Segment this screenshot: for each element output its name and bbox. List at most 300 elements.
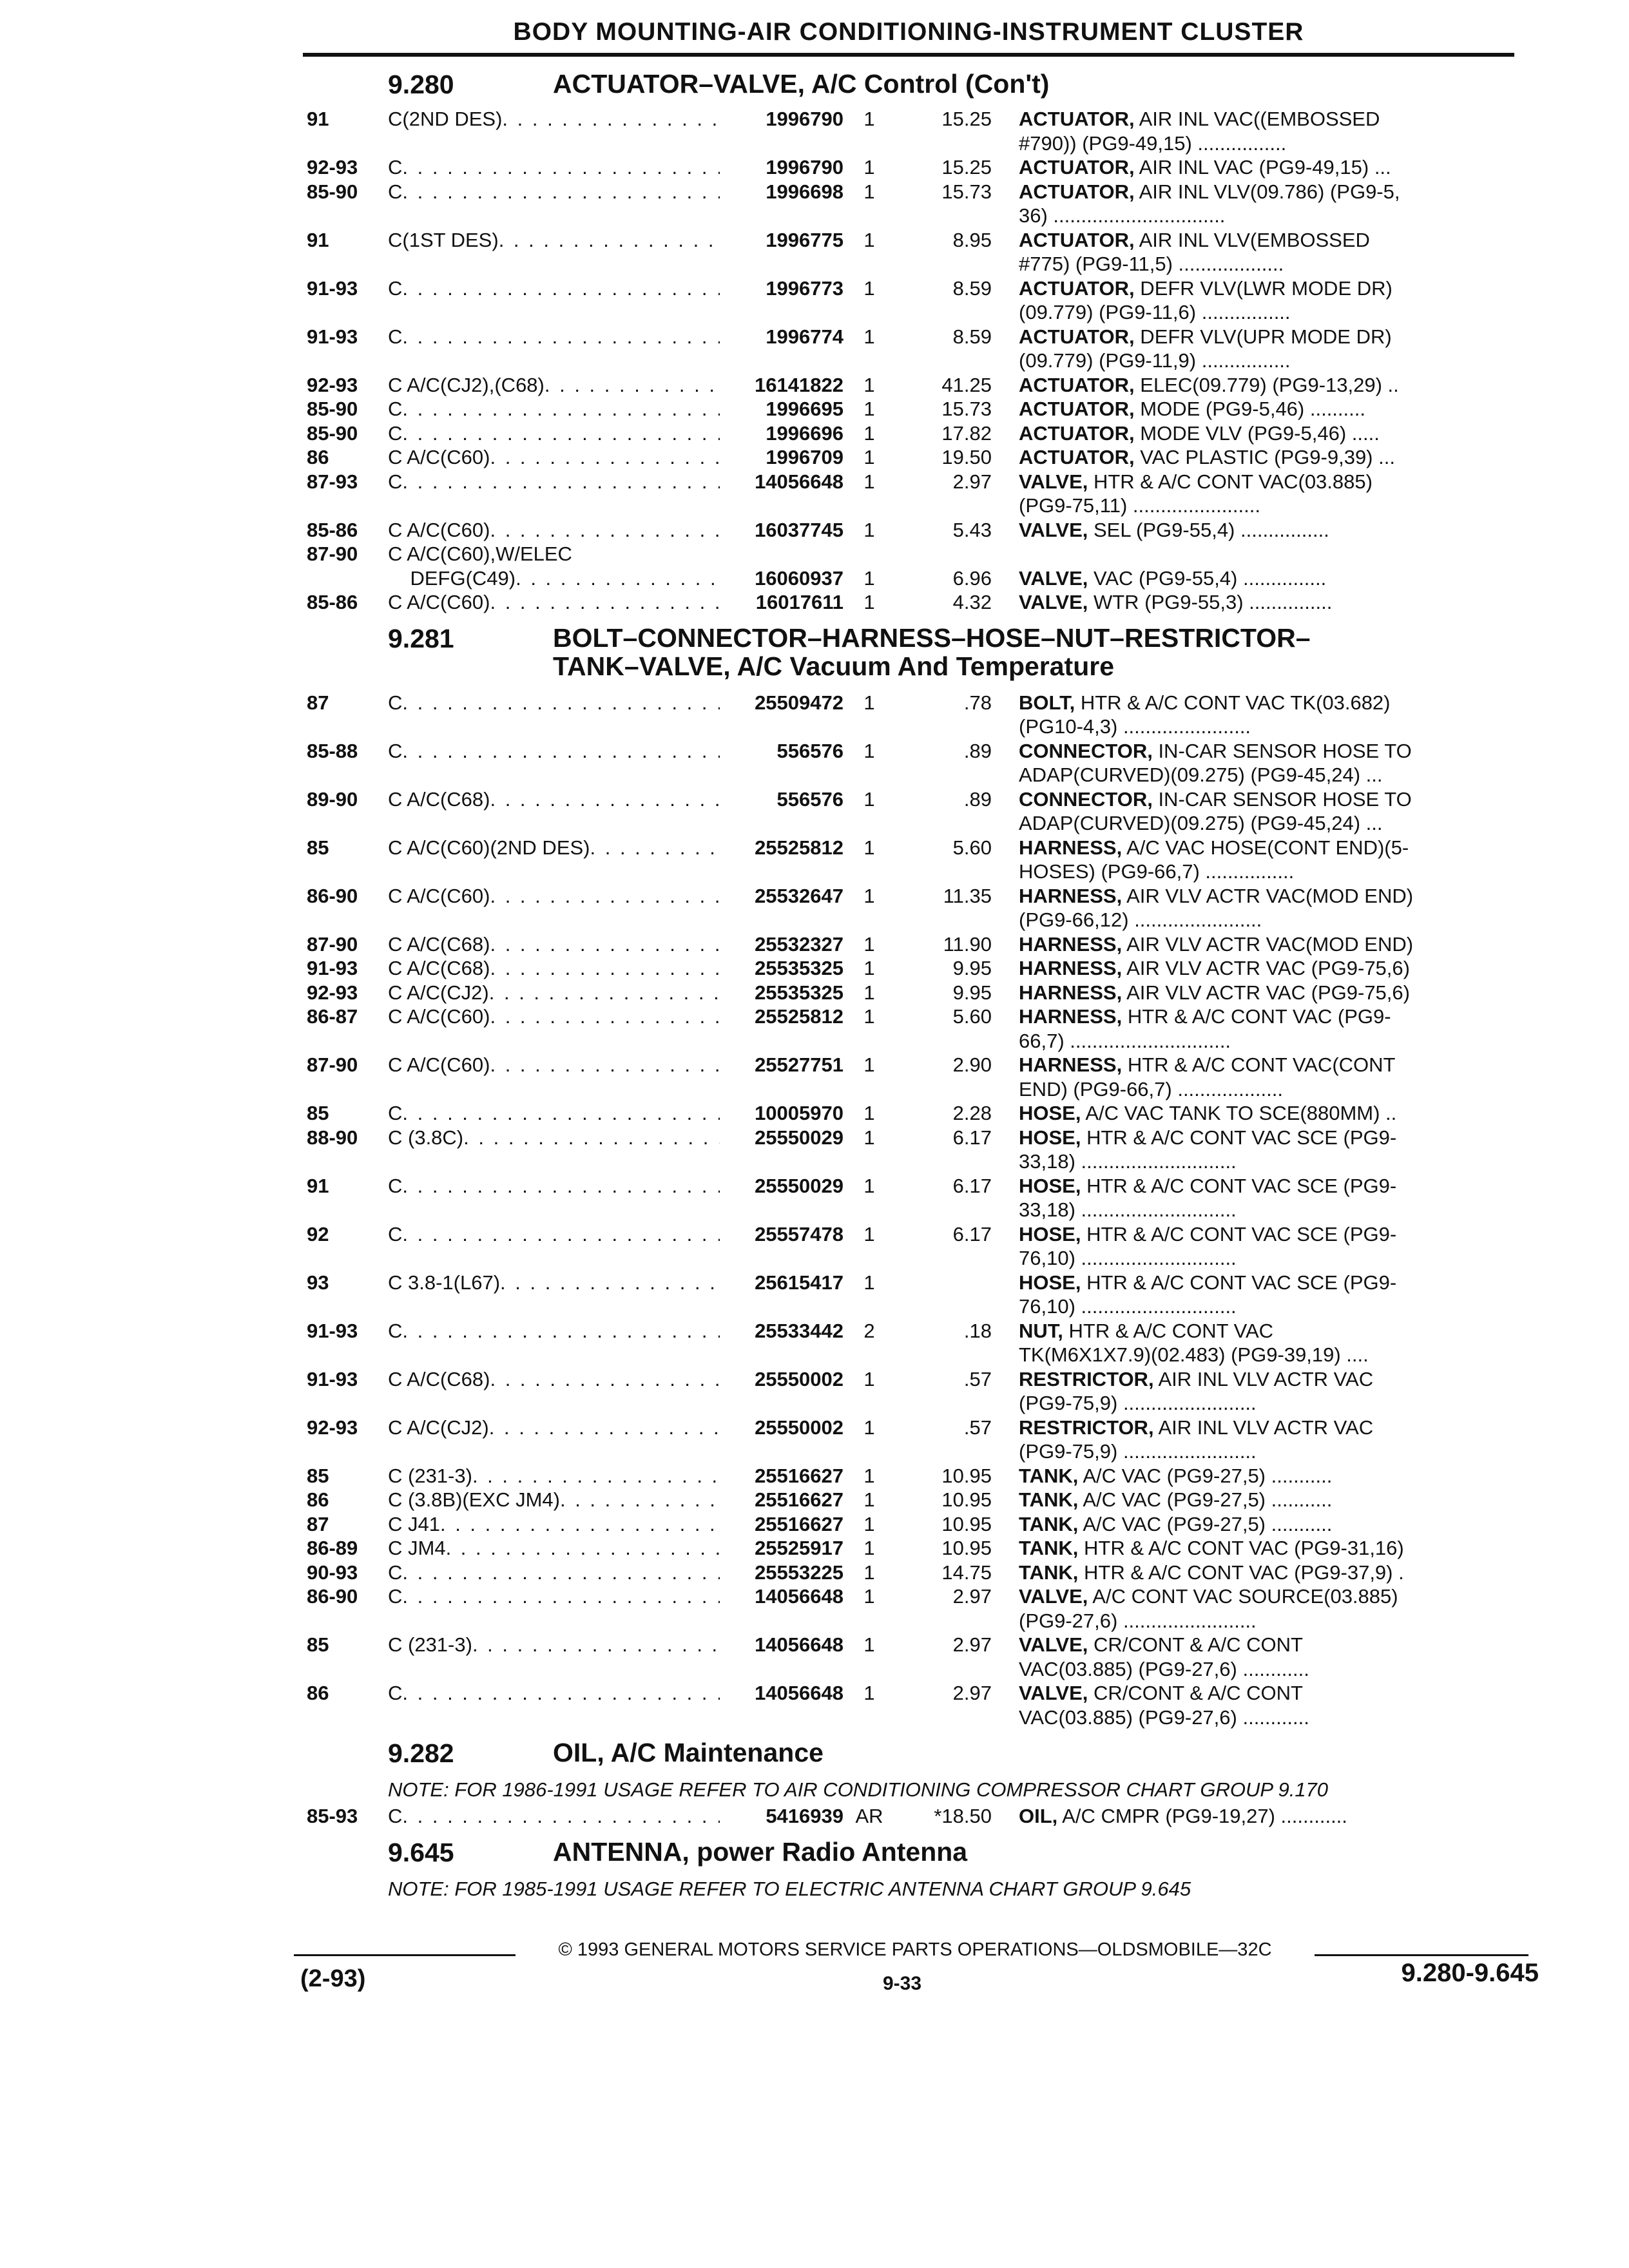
usage-description xyxy=(388,1416,720,1464)
quantity: 1 xyxy=(863,1222,875,1245)
quantity: 1 xyxy=(863,180,875,203)
part-name-detail: HTR & A/C CONT VAC SCE (PG9- 33,18) ............................ xyxy=(1019,1174,1397,1221)
footer-group-range: 9.280-9.645 xyxy=(1401,1959,1539,1987)
price: 11.90 xyxy=(943,932,992,956)
leader-dots xyxy=(590,836,720,884)
usage-text: DEFG(C49) xyxy=(388,566,516,590)
usage-description xyxy=(388,1804,720,1829)
price: 15.73 xyxy=(941,398,992,420)
quantity: 1 xyxy=(863,156,875,178)
part-number: 25525812 xyxy=(755,1005,843,1028)
part-name-noun: HOSE, xyxy=(1019,1126,1081,1149)
quantity: 1 xyxy=(863,1005,875,1028)
part-name-detail: HTR & A/C CONT VAC(CONT END) (PG9-66,7) ................... xyxy=(1019,1053,1396,1100)
part-number: 16141822 xyxy=(755,373,843,396)
part-name-detail: ELEC(09.779) (PG9-13,29) .. xyxy=(1134,373,1399,396)
model-year: 93 xyxy=(307,1271,329,1294)
usage-text: C xyxy=(388,398,403,420)
quantity: 2 xyxy=(863,1319,875,1342)
model-year: 85-86 xyxy=(307,591,358,613)
part-row xyxy=(307,1126,1531,1174)
usage-text: C xyxy=(388,180,403,203)
usage-description xyxy=(388,518,720,543)
part-name xyxy=(1019,1319,1499,1367)
part-name xyxy=(1019,470,1499,518)
usage-description xyxy=(388,932,720,957)
part-name xyxy=(1019,373,1499,398)
usage-text: C xyxy=(388,1585,403,1608)
part-name xyxy=(1019,180,1499,228)
part-number: 1996774 xyxy=(766,325,843,348)
part-row xyxy=(307,1804,1531,1829)
price: 6.17 xyxy=(952,1222,992,1245)
part-name-noun: TANK, xyxy=(1019,1561,1079,1584)
quantity: 1 xyxy=(863,1585,875,1608)
part-name-noun: VALVE, xyxy=(1019,518,1088,541)
part-name xyxy=(1019,1681,1499,1729)
part-name-detail: HTR & A/C CONT VAC TK(M6X1X7.9)(02.483) (PG9-39,19) .... xyxy=(1019,1319,1369,1366)
quantity: 1 xyxy=(863,228,875,251)
part-name-detail: AIR VLV ACTR VAC(MOD END) (PG9-66,12) ....................... xyxy=(1019,884,1414,931)
quantity: 1 xyxy=(863,446,875,468)
leader-dots xyxy=(402,155,720,180)
model-year: 90-93 xyxy=(307,1561,358,1584)
price: 17.82 xyxy=(941,421,992,445)
model-year: 88-90 xyxy=(307,1126,358,1149)
quantity: 1 xyxy=(863,1367,875,1390)
part-name xyxy=(1019,1488,1499,1512)
part-row xyxy=(307,180,1531,228)
part-number: 25527751 xyxy=(755,1053,843,1076)
model-year: 86 xyxy=(307,1488,329,1511)
model-year: 86 xyxy=(307,446,329,468)
price: 10.95 xyxy=(941,1512,992,1535)
part-number: 14056648 xyxy=(755,1682,843,1704)
usage-text: C xyxy=(388,739,403,762)
part-name-detail: AIR VLV ACTR VAC (PG9-75,6) xyxy=(1122,957,1410,979)
part-number: 14056648 xyxy=(755,1633,843,1656)
price: 6.17 xyxy=(952,1174,992,1197)
part-row xyxy=(307,1681,1531,1729)
price: 2.97 xyxy=(952,1585,992,1608)
footer-copyright: © 1993 GENERAL MOTORS SERVICE PARTS OPERATIONS—OLDSMOBILE—32C xyxy=(558,1939,1272,1960)
part-row xyxy=(307,325,1531,373)
usage-description xyxy=(388,739,720,787)
part-row xyxy=(307,1004,1531,1053)
part-name-noun: VALVE, xyxy=(1019,591,1088,613)
part-number: 25550002 xyxy=(755,1367,843,1390)
part-row xyxy=(307,421,1531,446)
usage-description xyxy=(388,228,720,276)
part-number: 16037745 xyxy=(755,518,843,541)
part-name-detail: A/C VAC HOSE(CONT END)(5- HOSES) (PG9-66,7) ................ xyxy=(1019,836,1409,883)
usage-text: C A/C(CJ2) xyxy=(388,981,489,1004)
usage-text: C xyxy=(388,1561,403,1584)
part-name xyxy=(1019,155,1499,180)
part-row xyxy=(307,1367,1531,1416)
model-year: 91-93 xyxy=(307,325,358,348)
part-name-noun: VALVE, xyxy=(1019,566,1088,590)
usage-text: C A/C(C60) xyxy=(388,884,490,907)
model-year: 85-90 xyxy=(307,421,358,445)
usage-description xyxy=(388,470,720,518)
price: 8.59 xyxy=(952,276,992,300)
part-name-noun: TANK, xyxy=(1019,1464,1079,1487)
part-number: 1996773 xyxy=(766,276,843,300)
model-year: 91-93 xyxy=(307,957,358,979)
price: 8.59 xyxy=(952,325,992,348)
part-name xyxy=(1019,932,1499,957)
model-year: 91 xyxy=(307,108,329,130)
part-row xyxy=(307,1464,1531,1488)
part-row xyxy=(307,787,1531,836)
section-number: 9.281 xyxy=(388,623,454,653)
part-name xyxy=(1019,397,1499,421)
quantity: 1 xyxy=(863,1488,875,1511)
part-name xyxy=(1019,1416,1499,1464)
model-year: 85-86 xyxy=(307,518,358,541)
part-name-detail: HTR & A/C CONT VAC (PG9- 66,7) ............................. xyxy=(1019,1005,1391,1052)
quantity: AR xyxy=(855,1805,883,1827)
part-name-detail: HTR & A/C CONT VAC (PG9-31,16) xyxy=(1078,1537,1404,1559)
model-year: 85 xyxy=(307,1464,329,1487)
quantity: 1 xyxy=(863,470,875,493)
part-name xyxy=(1019,956,1499,981)
part-name xyxy=(1019,1464,1499,1488)
part-name-noun: HOSE, xyxy=(1019,1222,1081,1245)
part-number: 25532327 xyxy=(755,932,843,956)
part-number: 1996709 xyxy=(766,446,843,468)
part-name-detail: A/C CMPR (PG9-19,27) ............ xyxy=(1057,1805,1347,1827)
part-name-noun: ACTUATOR, xyxy=(1019,373,1135,396)
leader-dots xyxy=(500,1271,720,1319)
usage-description xyxy=(388,1367,720,1416)
part-number: 25550029 xyxy=(755,1174,843,1197)
part-number: 25557478 xyxy=(755,1222,843,1245)
section-number: 9.645 xyxy=(388,1837,454,1867)
part-name-noun: TANK, xyxy=(1019,1537,1079,1559)
usage-description xyxy=(388,566,720,591)
part-name-noun: ACTUATOR, xyxy=(1019,228,1135,251)
leader-dots xyxy=(560,1488,720,1512)
part-name xyxy=(1019,542,1499,566)
part-row xyxy=(307,518,1531,543)
model-year: 87-90 xyxy=(307,543,358,565)
price: 4.32 xyxy=(952,591,992,613)
part-number: 14056648 xyxy=(755,470,843,493)
price: 14.75 xyxy=(941,1561,992,1584)
part-number: 25525812 xyxy=(755,836,843,859)
part-name-noun: HOSE, xyxy=(1019,1271,1081,1294)
part-name xyxy=(1019,787,1499,836)
part-name-noun: TANK, xyxy=(1019,1488,1079,1511)
usage-text: C(2ND DES) xyxy=(388,108,503,130)
part-name-noun: ACTUATOR, xyxy=(1019,156,1135,178)
part-name-detail: MODE (PG9-5,46) .......... xyxy=(1134,398,1365,420)
leader-dots xyxy=(490,518,720,543)
part-name xyxy=(1019,981,1499,1005)
part-row xyxy=(307,276,1531,325)
price: 15.25 xyxy=(941,108,992,130)
usage-text: C xyxy=(388,1319,403,1342)
part-name-noun: RESTRICTOR, xyxy=(1019,1367,1154,1390)
part-name-detail: A/C VAC (PG9-27,5) ........... xyxy=(1078,1464,1333,1487)
usage-description xyxy=(388,445,720,470)
quantity: 1 xyxy=(863,108,875,130)
part-row xyxy=(307,397,1531,421)
usage-description xyxy=(388,1101,720,1126)
leader-dots xyxy=(402,1222,720,1271)
quantity: 1 xyxy=(863,1561,875,1584)
usage-description xyxy=(388,542,720,566)
usage-description xyxy=(388,1126,720,1174)
leader-dots xyxy=(490,1004,720,1053)
model-year: 91-93 xyxy=(307,276,358,300)
part-name xyxy=(1019,421,1499,446)
model-year: 85-88 xyxy=(307,739,358,762)
part-name-noun: ACTUATOR, xyxy=(1019,446,1135,468)
leader-dots xyxy=(402,1804,720,1829)
section-heading xyxy=(307,624,1531,691)
leader-dots xyxy=(490,1367,720,1416)
part-name-detail: AIR INL VLV ACTR VAC (PG9-75,9) ........................ xyxy=(1019,1416,1374,1463)
part-number: 25533442 xyxy=(755,1319,843,1342)
part-name-detail: HTR & A/C CONT VAC SCE (PG9- 33,18) ............................ xyxy=(1019,1126,1397,1173)
part-number: 25615417 xyxy=(755,1271,843,1294)
part-number: 25550002 xyxy=(755,1416,843,1439)
part-row xyxy=(307,590,1531,615)
part-name xyxy=(1019,1222,1499,1271)
usage-text: C xyxy=(388,470,403,493)
usage-description xyxy=(388,1004,720,1053)
part-name-detail: A/C VAC (PG9-27,5) ........... xyxy=(1078,1512,1333,1535)
leader-dots xyxy=(402,1561,720,1585)
section-spacer xyxy=(307,1829,1531,1838)
part-name xyxy=(1019,1271,1499,1319)
leader-dots xyxy=(446,1536,720,1561)
price: 2.90 xyxy=(952,1053,992,1076)
quantity: 1 xyxy=(863,1126,875,1149)
usage-description xyxy=(388,1488,720,1512)
usage-text: C A/C(C68) xyxy=(388,1367,490,1390)
part-row xyxy=(307,542,1531,566)
price: .78 xyxy=(963,691,992,714)
section-title: BOLT–CONNECTOR–HARNESS–HOSE–NUT–RESTRICTOR– TANK–VALVE, A/C Vacuum And Temperature xyxy=(553,622,1311,681)
part-name-detail: SEL (PG9-55,4) ................ xyxy=(1088,518,1329,541)
model-year: 92-93 xyxy=(307,373,358,396)
section-spacer xyxy=(307,1729,1531,1738)
part-number: 25525917 xyxy=(755,1537,843,1559)
section-heading xyxy=(307,70,1531,107)
usage-text: C xyxy=(388,691,403,714)
part-name xyxy=(1019,1536,1499,1561)
quantity: 1 xyxy=(863,884,875,907)
usage-text: C A/C(C60) xyxy=(388,1005,490,1028)
part-number: 556576 xyxy=(776,787,843,811)
usage-description xyxy=(388,1174,720,1222)
model-year: 85 xyxy=(307,1102,329,1124)
leader-dots xyxy=(402,421,720,446)
price: 19.50 xyxy=(941,446,992,468)
part-name-noun: CONNECTOR, xyxy=(1019,739,1153,762)
part-name-noun: HARNESS, xyxy=(1019,1053,1123,1076)
part-number: 1996698 xyxy=(766,180,843,203)
model-year: 89-90 xyxy=(307,787,358,811)
usage-description xyxy=(388,325,720,373)
part-number: 25516627 xyxy=(755,1488,843,1511)
part-name-detail: AIR INL VLV(09.786) (PG9-5, 36) ............................... xyxy=(1019,180,1400,227)
part-name-detail: AIR INL VAC((EMBOSSED #790)) (PG9-49,15) ................ xyxy=(1019,108,1380,155)
quantity: 1 xyxy=(863,787,875,811)
price xyxy=(895,1271,992,1319)
model-year: 87-90 xyxy=(307,1053,358,1076)
usage-text: C A/C(C68) xyxy=(388,787,490,811)
part-name xyxy=(1019,884,1499,932)
price: .18 xyxy=(963,1319,992,1342)
part-row xyxy=(307,981,1531,1005)
quantity: 1 xyxy=(863,1271,875,1294)
quantity: 1 xyxy=(863,932,875,956)
leader-dots xyxy=(402,470,720,518)
usage-description xyxy=(388,1584,720,1633)
price: 5.43 xyxy=(952,518,992,541)
leader-dots xyxy=(402,1319,720,1367)
usage-text: C J41 xyxy=(388,1512,440,1535)
part-name xyxy=(1019,1126,1499,1174)
usage-text: C A/C(C68) xyxy=(388,957,490,979)
model-year: 85-93 xyxy=(307,1805,358,1827)
price: .89 xyxy=(963,787,992,811)
leader-dots xyxy=(490,1053,720,1101)
model-year: 91 xyxy=(307,1174,329,1197)
usage-description xyxy=(388,1633,720,1681)
part-name xyxy=(1019,228,1499,276)
quantity: 1 xyxy=(863,1464,875,1487)
part-number: 5416939 xyxy=(766,1805,843,1827)
footer-rule-left xyxy=(294,1954,516,1956)
price: 11.35 xyxy=(943,884,992,907)
part-name xyxy=(1019,1053,1499,1101)
model-year: 92-93 xyxy=(307,981,358,1004)
quantity: 1 xyxy=(863,276,875,300)
section-heading xyxy=(307,1838,1531,1875)
leader-dots xyxy=(463,1126,720,1174)
quantity: 1 xyxy=(863,1537,875,1559)
model-year: 92-93 xyxy=(307,1416,358,1439)
usage-text: C A/C(C60) xyxy=(388,446,490,468)
part-name-noun: ACTUATOR, xyxy=(1019,108,1135,130)
part-name xyxy=(1019,107,1499,155)
usage-text: C xyxy=(388,276,403,300)
part-name-noun: HARNESS, xyxy=(1019,957,1123,979)
part-row xyxy=(307,1536,1531,1561)
model-year: 86-89 xyxy=(307,1537,358,1559)
part-name-noun: BOLT, xyxy=(1019,691,1075,714)
part-name-detail: AIR INL VLV(EMBOSSED #775) (PG9-11,5) ................... xyxy=(1019,228,1370,275)
leader-dots xyxy=(402,325,720,373)
part-number: 1996775 xyxy=(766,228,843,251)
price: 15.25 xyxy=(941,156,992,178)
part-name-noun: ACTUATOR, xyxy=(1019,180,1135,203)
part-name-detail: AIR VLV ACTR VAC(MOD END) xyxy=(1122,932,1414,956)
part-row xyxy=(307,1222,1531,1271)
part-name-noun: VALVE, xyxy=(1019,1633,1088,1656)
leader-dots xyxy=(472,1464,720,1488)
leader-dots xyxy=(402,180,720,228)
leader-dots xyxy=(502,107,720,155)
usage-description xyxy=(388,373,720,398)
leader-dots xyxy=(402,1174,720,1222)
quantity: 1 xyxy=(863,1174,875,1197)
part-number: 25550029 xyxy=(755,1126,843,1149)
usage-text: C (3.8C) xyxy=(388,1126,464,1149)
quantity: 1 xyxy=(863,957,875,979)
part-name xyxy=(1019,739,1499,787)
price: 2.97 xyxy=(952,1682,992,1704)
part-number: 25516627 xyxy=(755,1512,843,1535)
part-name-noun: HOSE, xyxy=(1019,1102,1081,1124)
model-year: 87-90 xyxy=(307,932,358,956)
part-name-noun: VALVE, xyxy=(1019,470,1088,493)
quantity: 1 xyxy=(863,566,875,590)
part-name xyxy=(1019,566,1499,591)
part-number: 25532647 xyxy=(755,884,843,907)
part-number: 25553225 xyxy=(755,1561,843,1584)
part-name-detail: HTR & A/C CONT VAC (PG9-37,9) . xyxy=(1078,1561,1404,1584)
part-row xyxy=(307,566,1531,591)
part-name-detail: AIR INL VLV ACTR VAC (PG9-75,9) ........................ xyxy=(1019,1367,1374,1414)
model-year: 92 xyxy=(307,1222,329,1245)
part-row xyxy=(307,836,1531,884)
usage-text: C xyxy=(388,156,403,178)
usage-description xyxy=(388,1681,720,1729)
usage-text: C (231-3) xyxy=(388,1633,472,1656)
usage-description xyxy=(388,180,720,228)
part-name-detail: VAC PLASTIC (PG9-9,39) ... xyxy=(1134,446,1395,468)
quantity: 1 xyxy=(863,325,875,348)
model-year: 85 xyxy=(307,1633,329,1656)
part-row xyxy=(307,1053,1531,1101)
part-name-noun: HARNESS, xyxy=(1019,981,1123,1004)
part-name xyxy=(1019,518,1499,543)
leader-dots xyxy=(402,276,720,325)
quantity: 1 xyxy=(863,1682,875,1704)
part-name-detail: WTR (PG9-55,3) ............... xyxy=(1088,591,1333,613)
usage-text: C (3.8B)(EXC JM4) xyxy=(388,1488,560,1511)
section-title: ACTUATOR–VALVE, A/C Control (Con't) xyxy=(553,69,1050,99)
part-number xyxy=(720,542,843,566)
quantity: 1 xyxy=(863,1102,875,1124)
leader-dots xyxy=(402,1584,720,1633)
usage-text: C xyxy=(388,1222,403,1245)
usage-description xyxy=(388,787,720,836)
part-row xyxy=(307,1584,1531,1633)
leader-dots xyxy=(402,739,720,787)
part-name-detail: HTR & A/C CONT VAC SCE (PG9- 76,10) ............................ xyxy=(1019,1271,1397,1318)
price: .57 xyxy=(963,1416,992,1439)
leader-dots xyxy=(499,228,720,276)
part-name-detail: A/C VAC TANK TO SCE(880MM) .. xyxy=(1081,1102,1397,1124)
usage-text: C A/C(CJ2) xyxy=(388,1416,489,1439)
part-name-detail: A/C CONT VAC SOURCE(03.885) (PG9-27,6) ........................ xyxy=(1019,1585,1398,1632)
model-year xyxy=(307,566,388,591)
part-name-noun: HARNESS, xyxy=(1019,932,1123,956)
usage-description xyxy=(388,884,720,932)
quantity: 1 xyxy=(863,1416,875,1439)
model-year: 91-93 xyxy=(307,1319,358,1342)
model-year: 86-87 xyxy=(307,1005,358,1028)
model-year: 87 xyxy=(307,1512,329,1535)
